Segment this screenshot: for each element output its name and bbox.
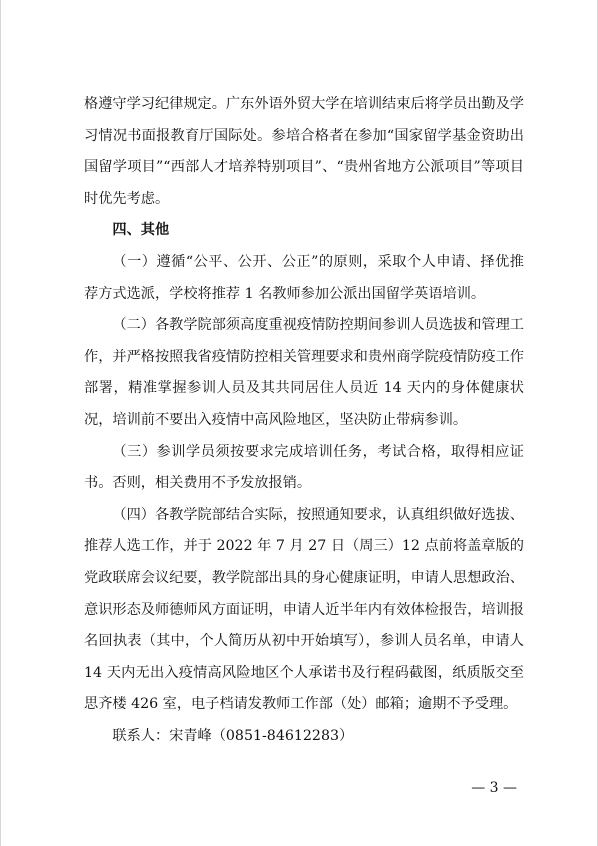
paragraph-item-3: （三）参训学员须按要求完成培训任务，考试合格，取得相应证书。否则，相关费用不予发放报销。	[84, 443, 524, 492]
contact-line: 联系人：宋青峰（0851-84612283）	[112, 727, 354, 744]
paragraph-item-2: （二）各教学院部须高度重视疫情防控期间参训人员选拔和管理工作，并严格按照我省疫情防控相关管理要求和贵州商学院疫情防疫工作部署，精准掌握参训人员及其共同居住人员近 14 天内的身体健康状况，培训前不要出入疫情中高风险地区，坚决防止带病参训。	[84, 317, 524, 428]
paragraph-item-4: （四）各教学院部结合实际，按照通知要求，认真组织做好选拔、推荐人选工作，并于 2022 年 7 月 27 日（周三）12 点前将盖章版的党政联席会议纪要，教学院部出具的身心健康证明，申请人思想政治、意识形态及师德师风方面证明，申请人近半年内有效体检报告，培训报名回执表（其中，个人简历从初中开始填写），参训人员名单，申请人 14 天内无出入疫情高风险地区个人承诺书及行程码截图，纸质版交至思齐楼 426 室，电子档请发教师工作部（处）邮箱；逾期不予受理。	[84, 506, 524, 713]
page-number: — 3 —	[471, 780, 517, 796]
section-heading-others: 四、其他	[112, 222, 170, 239]
paragraph-continuation: 格遵守学习纪律规定。广东外语外贸大学在培训结束后将学员出勤及学习情况书面报教育厅国际处。参培合格者在参加“国家留学基金资助出国留学项目”“西部人才培养特别项目”、“贵州省地方公派项目”等项目时优先考虑。	[84, 96, 524, 207]
paragraph-item-1: （一）遵循“公平、公开、公正”的原则，采取个人申请、择优推荐方式选派，学校将推荐 1 名教师参加公派出国留学英语培训。	[84, 253, 524, 302]
document-body	[84, 89, 524, 752]
